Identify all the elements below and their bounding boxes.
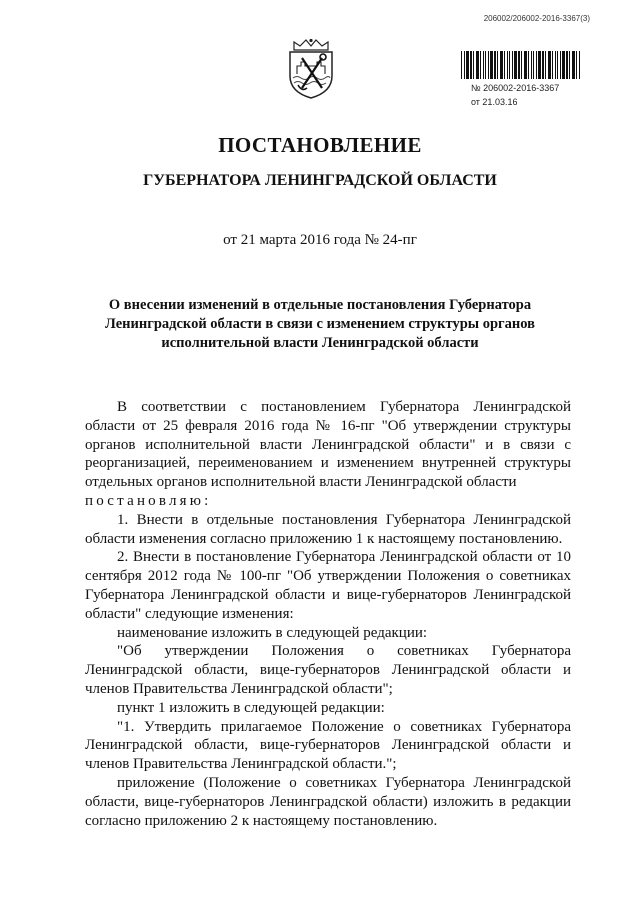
barcode-bar xyxy=(500,51,503,79)
barcode-bar xyxy=(566,51,568,79)
barcode-bar xyxy=(466,51,469,79)
barcode-bar xyxy=(470,51,472,79)
barcode-bar xyxy=(542,51,544,79)
paragraph-preamble: В соответствии с постановлением Губернатора Ленинградской области от 25 февраля 2016 года № 16-пг "Об утверждении структуры органов исполнительной власти Ленинградской области" и в связи с реорганизацией, переименованием и изменением внутренней структуры отдельных органов исполнительной власти Ленинградской области xyxy=(85,399,571,491)
barcode-bar xyxy=(507,51,508,79)
barcode-bar xyxy=(497,51,498,79)
registration-number: № 206002-2016-3367 xyxy=(471,83,560,93)
document-body xyxy=(85,398,571,830)
barcode-bar xyxy=(518,51,520,79)
barcode-bar xyxy=(579,51,580,79)
barcode-bar xyxy=(488,51,489,79)
document-date-line: от 21 марта 2016 года № 24-пг xyxy=(223,232,417,248)
paragraph-appendix-change: приложение (Положение о советниках Губернатора Ленинградской области, вице-губернаторов Ленинградской области) изложить в редакции согласно приложению 2 к настоящему постановлению. xyxy=(85,774,571,829)
barcode-bar xyxy=(476,51,479,79)
coat-of-arms-icon xyxy=(282,38,340,100)
barcode-bar xyxy=(509,51,510,79)
barcode-bar xyxy=(473,51,474,79)
barcode-bar xyxy=(555,51,556,79)
barcode-bar xyxy=(557,51,558,79)
document-title: ПОСТАНОВЛЕНИЕ xyxy=(218,133,422,157)
paragraph-name-change: наименование изложить в следующей редакции: xyxy=(117,624,428,641)
document-reference: 206002/206002-2016-3367(3) xyxy=(483,14,590,23)
barcode-bar xyxy=(521,51,522,79)
barcode-bar xyxy=(524,51,527,79)
barcode-bar xyxy=(461,51,462,79)
registration-date: от 21.03.16 xyxy=(471,97,518,107)
barcode-bar xyxy=(572,51,575,79)
paragraph-point-1-change: пункт 1 изложить в следующей редакции: xyxy=(117,699,385,716)
barcode-bar xyxy=(552,51,553,79)
barcode-bar xyxy=(464,51,465,79)
paragraph-name-text: "Об утверждении Положения о советниках Губернатора Ленинградской области, вице-губернаторов Ленинградской области и членов Правительства Ленинградской области"; xyxy=(85,643,571,697)
barcode-bar xyxy=(545,51,546,79)
barcode-bar xyxy=(504,51,505,79)
barcode-bar xyxy=(548,51,551,79)
barcode-bar xyxy=(528,51,529,79)
barcode-bar xyxy=(512,51,513,79)
barcode-bar xyxy=(538,51,541,79)
barcode-bar xyxy=(483,51,484,79)
barcode-bar xyxy=(533,51,534,79)
document-heading: О внесении изменений в отдельные постановления Губернатора Ленинградской области в связи с изменением структуры органов исполнительной власти Ленинградской области xyxy=(105,297,535,351)
barcode-bar xyxy=(569,51,570,79)
barcode-bar xyxy=(531,51,532,79)
barcode-bar xyxy=(480,51,481,79)
paragraph-point-1-text: "1. Утвердить прилагаемое Положение о советниках Губернатора Ленинградской области, вице-губернаторов Ленинградской области и членов Правительства Ленинградской области."; xyxy=(85,718,571,773)
barcode-bar xyxy=(536,51,537,79)
paragraph-item-2: 2. Внести в постановление Губернатора Ленинградской области от 10 сентября 2012 года № 100-пг "Об утверждении Положения о советниках Губернатора Ленинградской области и вице-губернаторов Ленинградской области" следующие изменения: xyxy=(85,549,571,622)
barcode-bar xyxy=(560,51,561,79)
barcode-bar xyxy=(494,51,496,79)
barcode-icon xyxy=(461,51,581,79)
barcode-bar xyxy=(485,51,486,79)
barcode-bar xyxy=(490,51,493,79)
barcode-bar xyxy=(562,51,565,79)
document-subtitle: ГУБЕРНАТОРА ЛЕНИНГРАДСКОЙ ОБЛАСТИ xyxy=(143,172,497,189)
paragraph-item-1: 1. Внести в отдельные постановления Губернатора Ленинградской области изменения согласно приложению 1 к настоящему постановлению. xyxy=(85,511,571,547)
barcode-bar xyxy=(514,51,517,79)
paragraph-resolve: постановляю: xyxy=(85,492,212,509)
barcode-bar xyxy=(576,51,577,79)
